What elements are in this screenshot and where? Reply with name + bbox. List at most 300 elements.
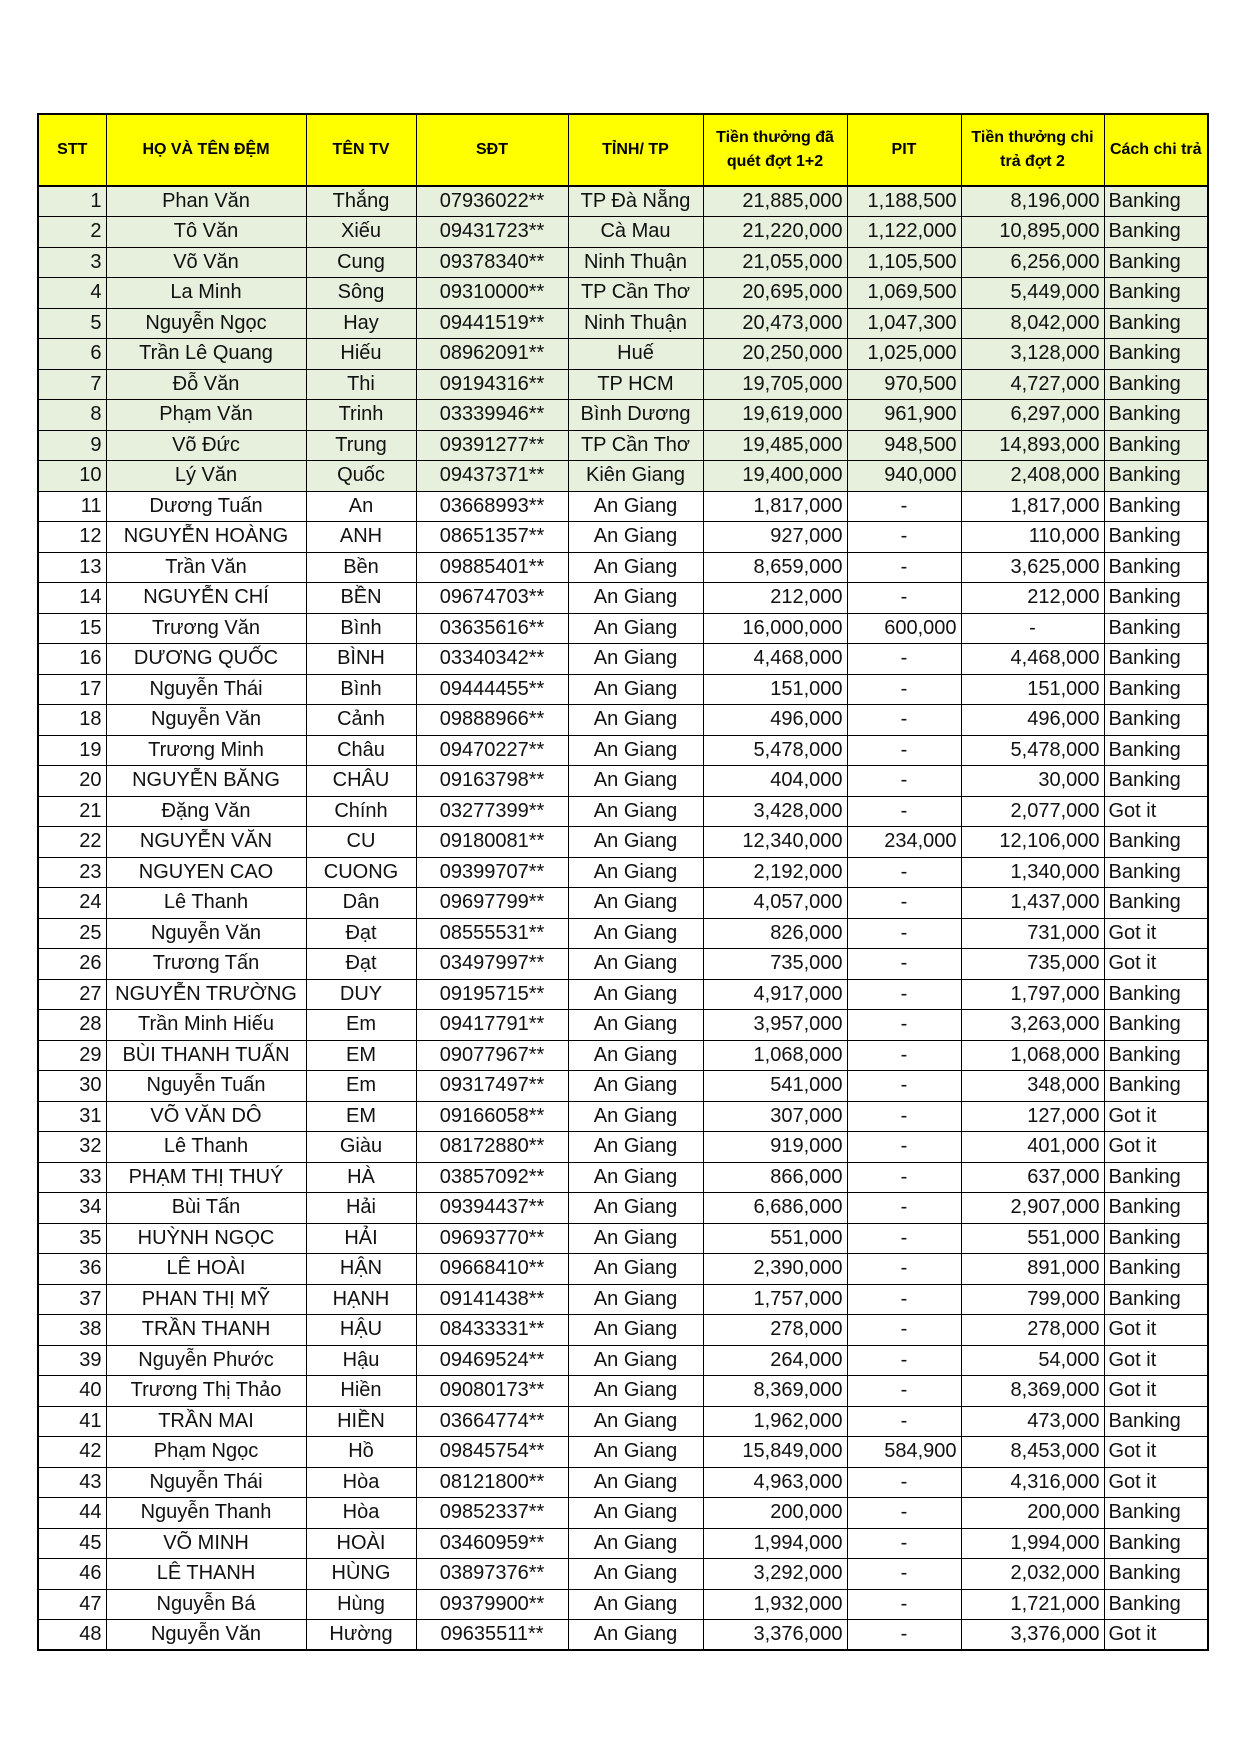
cell-cach-chi-tra: Banking (1104, 1498, 1208, 1529)
cell-tien-thuong-da-quet: 826,000 (703, 918, 847, 949)
cell-cach-chi-tra: Banking (1104, 1193, 1208, 1224)
cell-pit: - (847, 1193, 961, 1224)
cell-tinh-tp: An Giang (568, 1284, 703, 1315)
cell-tien-thuong-da-quet: 1,994,000 (703, 1528, 847, 1559)
table-row (38, 1132, 1208, 1163)
cell-tien-thuong-da-quet: 3,292,000 (703, 1559, 847, 1590)
table-row (38, 369, 1208, 400)
cell-ho-ten-dem: LÊ HOÀI (106, 1254, 306, 1285)
cell-pit: 600,000 (847, 613, 961, 644)
cell-ho-ten-dem: LÊ THANH (106, 1559, 306, 1590)
cell-stt: 17 (38, 674, 106, 705)
col-header-cach-chi-tra: Cách chi trả (1104, 114, 1208, 186)
cell-stt: 36 (38, 1254, 106, 1285)
table-row (38, 1315, 1208, 1346)
cell-cach-chi-tra: Banking (1104, 705, 1208, 736)
cell-ho-ten-dem: Trương Thị Thảo (106, 1376, 306, 1407)
cell-tinh-tp: An Giang (568, 491, 703, 522)
cell-pit: - (847, 796, 961, 827)
cell-sdt: 08172880** (416, 1132, 568, 1163)
cell-pit: - (847, 949, 961, 980)
cell-ten-tv: HOÀI (306, 1528, 416, 1559)
cell-sdt: 09141438** (416, 1284, 568, 1315)
cell-tinh-tp: Cà Mau (568, 217, 703, 248)
cell-sdt: 03339946** (416, 400, 568, 431)
cell-pit: - (847, 583, 961, 614)
cell-tien-thuong-da-quet: 927,000 (703, 522, 847, 553)
cell-tien-thuong-chi-tra: 1,797,000 (961, 979, 1104, 1010)
cell-ho-ten-dem: NGUYỄN HOÀNG (106, 522, 306, 553)
cell-tien-thuong-chi-tra: 496,000 (961, 705, 1104, 736)
cell-tien-thuong-chi-tra: 151,000 (961, 674, 1104, 705)
cell-ho-ten-dem: Lê Thanh (106, 1132, 306, 1163)
cell-tien-thuong-chi-tra: 2,907,000 (961, 1193, 1104, 1224)
cell-ten-tv: Đạt (306, 918, 416, 949)
cell-ho-ten-dem: TRẦN MAI (106, 1406, 306, 1437)
cell-tien-thuong-da-quet: 16,000,000 (703, 613, 847, 644)
cell-ho-ten-dem: PHẠM THỊ THUÝ (106, 1162, 306, 1193)
cell-pit: 1,122,000 (847, 217, 961, 248)
cell-ho-ten-dem: Nguyễn Phước (106, 1345, 306, 1376)
cell-stt: 5 (38, 308, 106, 339)
table-row (38, 1345, 1208, 1376)
cell-ho-ten-dem: La Minh (106, 278, 306, 309)
cell-sdt: 03340342** (416, 644, 568, 675)
cell-sdt: 08555531** (416, 918, 568, 949)
cell-sdt: 03635616** (416, 613, 568, 644)
cell-ten-tv: Thi (306, 369, 416, 400)
cell-tien-thuong-chi-tra: 551,000 (961, 1223, 1104, 1254)
cell-sdt: 09469524** (416, 1345, 568, 1376)
cell-ho-ten-dem: Phạm Văn (106, 400, 306, 431)
cell-pit: - (847, 979, 961, 1010)
cell-cach-chi-tra: Banking (1104, 552, 1208, 583)
cell-cach-chi-tra: Banking (1104, 766, 1208, 797)
cell-tinh-tp: An Giang (568, 1315, 703, 1346)
cell-tien-thuong-chi-tra: 3,625,000 (961, 552, 1104, 583)
table-row (38, 766, 1208, 797)
cell-cach-chi-tra: Got it (1104, 796, 1208, 827)
table-row (38, 339, 1208, 370)
cell-ten-tv: An (306, 491, 416, 522)
cell-ten-tv: Hải (306, 1193, 416, 1224)
cell-tien-thuong-da-quet: 496,000 (703, 705, 847, 736)
cell-ten-tv: CHÂU (306, 766, 416, 797)
cell-ten-tv: Hậu (306, 1345, 416, 1376)
cell-stt: 19 (38, 735, 106, 766)
cell-tinh-tp: An Giang (568, 705, 703, 736)
cell-tien-thuong-da-quet: 20,473,000 (703, 308, 847, 339)
cell-tien-thuong-chi-tra: 200,000 (961, 1498, 1104, 1529)
cell-tien-thuong-chi-tra: 8,369,000 (961, 1376, 1104, 1407)
cell-ten-tv: Cung (306, 247, 416, 278)
cell-cach-chi-tra: Got it (1104, 1345, 1208, 1376)
cell-ten-tv: BỀN (306, 583, 416, 614)
cell-cach-chi-tra: Got it (1104, 1467, 1208, 1498)
cell-tinh-tp: An Giang (568, 1162, 703, 1193)
cell-tien-thuong-da-quet: 20,695,000 (703, 278, 847, 309)
cell-sdt: 09077967** (416, 1040, 568, 1071)
cell-ho-ten-dem: PHAN THỊ MỸ (106, 1284, 306, 1315)
cell-ho-ten-dem: VÕ MINH (106, 1528, 306, 1559)
cell-ho-ten-dem: Võ Đức (106, 430, 306, 461)
cell-pit: 234,000 (847, 827, 961, 858)
cell-ten-tv: Dân (306, 888, 416, 919)
cell-stt: 41 (38, 1406, 106, 1437)
cell-tinh-tp: An Giang (568, 644, 703, 675)
cell-tien-thuong-chi-tra: 3,376,000 (961, 1620, 1104, 1651)
table-row (38, 1376, 1208, 1407)
cell-tien-thuong-da-quet: 19,619,000 (703, 400, 847, 431)
table-row (38, 918, 1208, 949)
cell-tien-thuong-chi-tra: 735,000 (961, 949, 1104, 980)
cell-ten-tv: Châu (306, 735, 416, 766)
col-header-sdt: SĐT (416, 114, 568, 186)
cell-ten-tv: Cảnh (306, 705, 416, 736)
cell-stt: 34 (38, 1193, 106, 1224)
cell-pit: - (847, 1071, 961, 1102)
cell-tinh-tp: An Giang (568, 1040, 703, 1071)
cell-sdt: 09852337** (416, 1498, 568, 1529)
cell-tien-thuong-da-quet: 3,957,000 (703, 1010, 847, 1041)
cell-tien-thuong-chi-tra: 1,721,000 (961, 1589, 1104, 1620)
cell-tien-thuong-da-quet: 278,000 (703, 1315, 847, 1346)
cell-ten-tv: Em (306, 1010, 416, 1041)
cell-tien-thuong-chi-tra: 731,000 (961, 918, 1104, 949)
cell-tien-thuong-da-quet: 404,000 (703, 766, 847, 797)
cell-cach-chi-tra: Banking (1104, 1528, 1208, 1559)
cell-tien-thuong-chi-tra: 1,437,000 (961, 888, 1104, 919)
cell-ho-ten-dem: Nguyễn Văn (106, 1620, 306, 1651)
cell-tien-thuong-da-quet: 541,000 (703, 1071, 847, 1102)
table-row (38, 1406, 1208, 1437)
cell-pit: - (847, 1467, 961, 1498)
cell-ho-ten-dem: NGUYỄN CHÍ (106, 583, 306, 614)
cell-tinh-tp: An Giang (568, 1376, 703, 1407)
cell-ho-ten-dem: Nguyễn Thái (106, 1467, 306, 1498)
cell-sdt: 03664774** (416, 1406, 568, 1437)
cell-cach-chi-tra: Banking (1104, 1589, 1208, 1620)
cell-tinh-tp: An Giang (568, 1528, 703, 1559)
cell-tinh-tp: An Giang (568, 1620, 703, 1651)
cell-cach-chi-tra: Got it (1104, 1376, 1208, 1407)
cell-tien-thuong-da-quet: 4,963,000 (703, 1467, 847, 1498)
cell-tien-thuong-chi-tra: 1,340,000 (961, 857, 1104, 888)
cell-ho-ten-dem: NGUYỄN TRƯỜNG (106, 979, 306, 1010)
cell-pit: 940,000 (847, 461, 961, 492)
cell-tien-thuong-da-quet: 1,962,000 (703, 1406, 847, 1437)
cell-tien-thuong-chi-tra: 6,256,000 (961, 247, 1104, 278)
cell-pit: - (847, 1620, 961, 1651)
cell-ten-tv: CUONG (306, 857, 416, 888)
cell-ho-ten-dem: HUỲNH NGỌC (106, 1223, 306, 1254)
cell-cach-chi-tra: Got it (1104, 918, 1208, 949)
table-row (38, 522, 1208, 553)
cell-sdt: 09635511** (416, 1620, 568, 1651)
cell-cach-chi-tra: Banking (1104, 613, 1208, 644)
cell-pit: - (847, 766, 961, 797)
cell-tien-thuong-da-quet: 151,000 (703, 674, 847, 705)
cell-tien-thuong-da-quet: 19,485,000 (703, 430, 847, 461)
col-header-pit: PIT (847, 114, 961, 186)
table-row (38, 1193, 1208, 1224)
cell-sdt: 03857092** (416, 1162, 568, 1193)
cell-tien-thuong-da-quet: 2,192,000 (703, 857, 847, 888)
cell-sdt: 09391277** (416, 430, 568, 461)
cell-cach-chi-tra: Banking (1104, 583, 1208, 614)
cell-tien-thuong-chi-tra: 10,895,000 (961, 217, 1104, 248)
cell-stt: 9 (38, 430, 106, 461)
cell-ho-ten-dem: Bùi Tấn (106, 1193, 306, 1224)
cell-sdt: 09180081** (416, 827, 568, 858)
cell-tien-thuong-da-quet: 3,428,000 (703, 796, 847, 827)
cell-sdt: 09166058** (416, 1101, 568, 1132)
cell-pit: 584,900 (847, 1437, 961, 1468)
cell-tien-thuong-da-quet: 212,000 (703, 583, 847, 614)
reward-table (37, 113, 1209, 1651)
cell-pit: 1,025,000 (847, 339, 961, 370)
cell-tinh-tp: An Giang (568, 552, 703, 583)
cell-ten-tv: Quốc (306, 461, 416, 492)
cell-tien-thuong-chi-tra: 4,727,000 (961, 369, 1104, 400)
cell-stt: 27 (38, 979, 106, 1010)
cell-tinh-tp: An Giang (568, 949, 703, 980)
cell-sdt: 09431723** (416, 217, 568, 248)
cell-tinh-tp: TP HCM (568, 369, 703, 400)
cell-pit: - (847, 1040, 961, 1071)
cell-cach-chi-tra: Banking (1104, 1406, 1208, 1437)
cell-stt: 20 (38, 766, 106, 797)
cell-pit: - (847, 1498, 961, 1529)
cell-stt: 24 (38, 888, 106, 919)
cell-ten-tv: HẠNH (306, 1284, 416, 1315)
cell-pit: - (847, 735, 961, 766)
cell-sdt: 03897376** (416, 1559, 568, 1590)
cell-tien-thuong-chi-tra: 12,106,000 (961, 827, 1104, 858)
cell-sdt: 09441519** (416, 308, 568, 339)
cell-ho-ten-dem: VÕ VĂN DÔ (106, 1101, 306, 1132)
cell-ho-ten-dem: Trần Lê Quang (106, 339, 306, 370)
cell-sdt: 08121800** (416, 1467, 568, 1498)
cell-ho-ten-dem: Dương Tuấn (106, 491, 306, 522)
cell-stt: 45 (38, 1528, 106, 1559)
table-row (38, 308, 1208, 339)
cell-pit: - (847, 1376, 961, 1407)
cell-ho-ten-dem: Võ Văn (106, 247, 306, 278)
cell-stt: 25 (38, 918, 106, 949)
cell-tinh-tp: Ninh Thuận (568, 247, 703, 278)
cell-tien-thuong-chi-tra: 110,000 (961, 522, 1104, 553)
cell-sdt: 09845754** (416, 1437, 568, 1468)
cell-ho-ten-dem: NGUYỄN BĂNG (106, 766, 306, 797)
cell-pit: - (847, 888, 961, 919)
table-row (38, 735, 1208, 766)
cell-stt: 1 (38, 186, 106, 217)
table-row (38, 1284, 1208, 1315)
cell-pit: - (847, 857, 961, 888)
cell-cach-chi-tra: Banking (1104, 461, 1208, 492)
cell-cach-chi-tra: Got it (1104, 1315, 1208, 1346)
cell-tien-thuong-da-quet: 1,068,000 (703, 1040, 847, 1071)
cell-sdt: 09195715** (416, 979, 568, 1010)
cell-pit: - (847, 491, 961, 522)
cell-tien-thuong-chi-tra: 3,263,000 (961, 1010, 1104, 1041)
cell-tien-thuong-da-quet: 19,705,000 (703, 369, 847, 400)
cell-ho-ten-dem: Nguyễn Văn (106, 705, 306, 736)
cell-pit: 948,500 (847, 430, 961, 461)
cell-stt: 18 (38, 705, 106, 736)
cell-ho-ten-dem: NGUYEN CAO (106, 857, 306, 888)
cell-tien-thuong-chi-tra: - (961, 613, 1104, 644)
cell-ten-tv: Thắng (306, 186, 416, 217)
cell-cach-chi-tra: Banking (1104, 522, 1208, 553)
cell-tinh-tp: An Giang (568, 1589, 703, 1620)
cell-stt: 40 (38, 1376, 106, 1407)
cell-tien-thuong-da-quet: 4,057,000 (703, 888, 847, 919)
header-row (38, 114, 1208, 186)
cell-pit: - (847, 1559, 961, 1590)
cell-sdt: 09888966** (416, 705, 568, 736)
cell-tien-thuong-da-quet: 551,000 (703, 1223, 847, 1254)
cell-ten-tv: EM (306, 1040, 416, 1071)
cell-ten-tv: HẬU (306, 1315, 416, 1346)
cell-sdt: 03277399** (416, 796, 568, 827)
cell-tinh-tp: Kiên Giang (568, 461, 703, 492)
table-row (38, 1437, 1208, 1468)
table-row (38, 430, 1208, 461)
cell-stt: 31 (38, 1101, 106, 1132)
cell-tien-thuong-da-quet: 735,000 (703, 949, 847, 980)
cell-stt: 33 (38, 1162, 106, 1193)
cell-ten-tv: Hay (306, 308, 416, 339)
table-row (38, 979, 1208, 1010)
cell-tinh-tp: An Giang (568, 979, 703, 1010)
cell-tinh-tp: An Giang (568, 1559, 703, 1590)
cell-stt: 2 (38, 217, 106, 248)
cell-ho-ten-dem: Trương Văn (106, 613, 306, 644)
cell-ten-tv: Hiếu (306, 339, 416, 370)
cell-ho-ten-dem: DƯƠNG QUỐC (106, 644, 306, 675)
cell-pit: - (847, 1284, 961, 1315)
cell-tinh-tp: TP Cần Thơ (568, 278, 703, 309)
cell-ho-ten-dem: Phan Văn (106, 186, 306, 217)
cell-stt: 42 (38, 1437, 106, 1468)
cell-pit: 1,105,500 (847, 247, 961, 278)
cell-tien-thuong-chi-tra: 54,000 (961, 1345, 1104, 1376)
cell-tien-thuong-da-quet: 2,390,000 (703, 1254, 847, 1285)
cell-tinh-tp: Ninh Thuận (568, 308, 703, 339)
cell-cach-chi-tra: Got it (1104, 1101, 1208, 1132)
cell-stt: 32 (38, 1132, 106, 1163)
table-row (38, 583, 1208, 614)
cell-pit: - (847, 1528, 961, 1559)
cell-sdt: 09310000** (416, 278, 568, 309)
table-row (38, 888, 1208, 919)
cell-cach-chi-tra: Banking (1104, 827, 1208, 858)
cell-cach-chi-tra: Banking (1104, 1071, 1208, 1102)
cell-ho-ten-dem: NGUYỄN VĂN (106, 827, 306, 858)
cell-tien-thuong-da-quet: 21,055,000 (703, 247, 847, 278)
cell-tien-thuong-chi-tra: 4,468,000 (961, 644, 1104, 675)
cell-cach-chi-tra: Banking (1104, 400, 1208, 431)
cell-tien-thuong-chi-tra: 2,408,000 (961, 461, 1104, 492)
cell-tinh-tp: An Giang (568, 1437, 703, 1468)
cell-stt: 38 (38, 1315, 106, 1346)
cell-tien-thuong-da-quet: 1,932,000 (703, 1589, 847, 1620)
cell-cach-chi-tra: Banking (1104, 1010, 1208, 1041)
cell-pit: - (847, 1223, 961, 1254)
cell-stt: 28 (38, 1010, 106, 1041)
cell-tinh-tp: An Giang (568, 1071, 703, 1102)
cell-tinh-tp: An Giang (568, 827, 703, 858)
cell-tien-thuong-chi-tra: 212,000 (961, 583, 1104, 614)
cell-pit: - (847, 1101, 961, 1132)
table-row (38, 491, 1208, 522)
cell-cach-chi-tra: Banking (1104, 735, 1208, 766)
table-row (38, 613, 1208, 644)
cell-cach-chi-tra: Banking (1104, 1162, 1208, 1193)
cell-ten-tv: HẢI (306, 1223, 416, 1254)
cell-stt: 8 (38, 400, 106, 431)
cell-tien-thuong-chi-tra: 401,000 (961, 1132, 1104, 1163)
cell-cach-chi-tra: Banking (1104, 1284, 1208, 1315)
table-row (38, 1559, 1208, 1590)
cell-tien-thuong-chi-tra: 278,000 (961, 1315, 1104, 1346)
cell-tien-thuong-chi-tra: 8,042,000 (961, 308, 1104, 339)
cell-sdt: 09163798** (416, 766, 568, 797)
cell-pit: 970,500 (847, 369, 961, 400)
cell-tien-thuong-da-quet: 15,849,000 (703, 1437, 847, 1468)
cell-stt: 39 (38, 1345, 106, 1376)
cell-pit: 1,047,300 (847, 308, 961, 339)
cell-sdt: 09379900** (416, 1589, 568, 1620)
table-row (38, 796, 1208, 827)
cell-ho-ten-dem: Nguyễn Ngọc (106, 308, 306, 339)
cell-stt: 29 (38, 1040, 106, 1071)
col-header-ten-tv: TÊN TV (306, 114, 416, 186)
cell-tinh-tp: An Giang (568, 522, 703, 553)
cell-ten-tv: HẬN (306, 1254, 416, 1285)
cell-cach-chi-tra: Banking (1104, 308, 1208, 339)
cell-sdt: 09470227** (416, 735, 568, 766)
cell-ten-tv: Bình (306, 613, 416, 644)
table-row (38, 1101, 1208, 1132)
cell-tinh-tp: An Giang (568, 1406, 703, 1437)
cell-tinh-tp: Huế (568, 339, 703, 370)
table-row (38, 857, 1208, 888)
cell-ten-tv: Hùng (306, 1589, 416, 1620)
cell-tien-thuong-da-quet: 20,250,000 (703, 339, 847, 370)
cell-stt: 10 (38, 461, 106, 492)
cell-cach-chi-tra: Got it (1104, 1437, 1208, 1468)
table-row (38, 247, 1208, 278)
cell-ten-tv: Hòa (306, 1467, 416, 1498)
cell-ten-tv: Bền (306, 552, 416, 583)
cell-tien-thuong-da-quet: 19,400,000 (703, 461, 847, 492)
cell-ho-ten-dem: Nguyễn Bá (106, 1589, 306, 1620)
cell-cach-chi-tra: Banking (1104, 339, 1208, 370)
cell-tinh-tp: An Giang (568, 1101, 703, 1132)
table-row (38, 1071, 1208, 1102)
cell-tien-thuong-chi-tra: 2,077,000 (961, 796, 1104, 827)
cell-tien-thuong-da-quet: 5,478,000 (703, 735, 847, 766)
cell-tien-thuong-da-quet: 21,220,000 (703, 217, 847, 248)
cell-stt: 46 (38, 1559, 106, 1590)
cell-stt: 48 (38, 1620, 106, 1651)
cell-tinh-tp: An Giang (568, 1010, 703, 1041)
col-header-ho-ten-dem: HỌ VÀ TÊN ĐỆM (106, 114, 306, 186)
table-row (38, 1467, 1208, 1498)
